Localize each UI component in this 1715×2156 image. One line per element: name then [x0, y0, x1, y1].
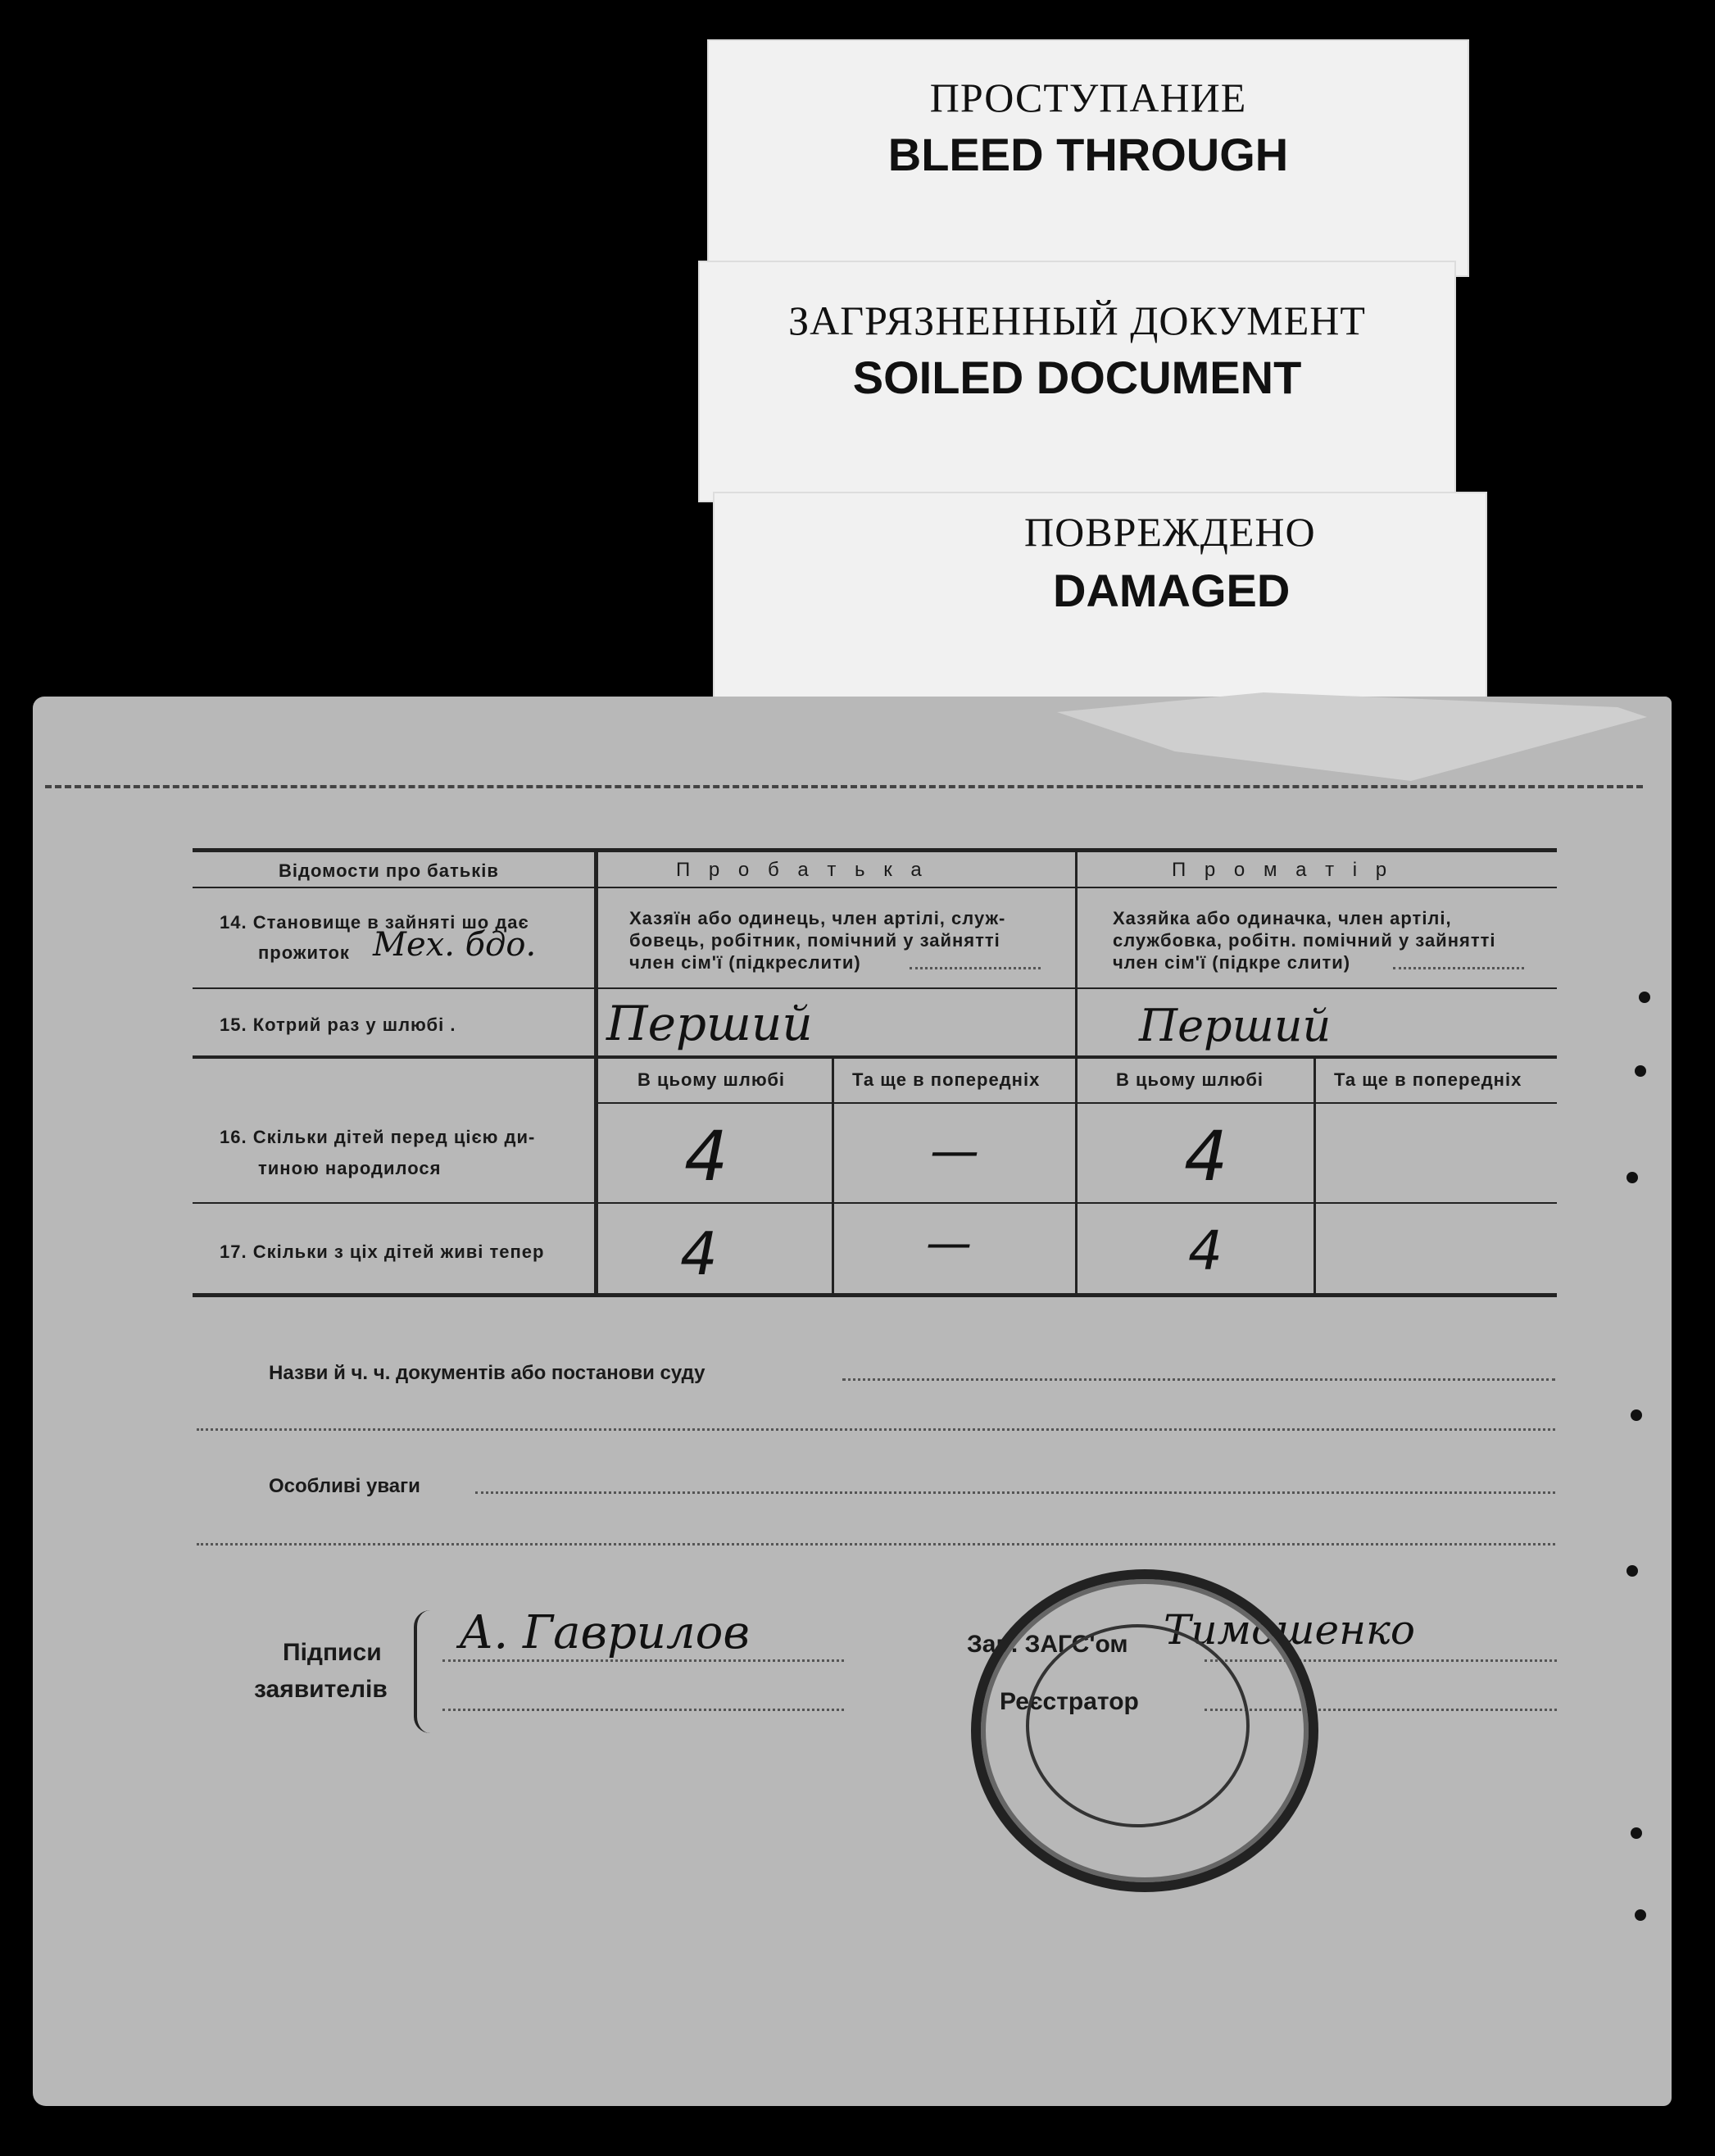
row17-f-prev: —	[926, 1217, 972, 1270]
binding-hole	[1635, 1065, 1646, 1077]
row14-mother-line1: Хазяйка або одиначка, член артілі,	[1113, 908, 1452, 928]
row15-mother-value: Перший	[1139, 1000, 1332, 1051]
col-divider	[594, 848, 598, 1297]
perforation-line	[45, 785, 1643, 788]
binding-hole	[1631, 1409, 1642, 1421]
signatures-label-line1: Підписи	[283, 1639, 382, 1666]
remarks-field-line	[475, 1491, 1555, 1494]
tag-ru-text: ПОВРЕЖДЕНО	[1024, 509, 1316, 555]
row14-mother-line3: член сім'ї (підкре слити)	[1113, 952, 1351, 973]
bleed-through-tag	[707, 39, 1469, 277]
row16-m-this: 4	[1184, 1116, 1228, 1196]
binding-hole	[1635, 1909, 1646, 1921]
binding-hole	[1639, 992, 1650, 1003]
row17-label: 17. Скільки з ціх дітей живі тепер	[220, 1241, 545, 1262]
row14-label-line1: 14. Становище в зайняті шо дає	[220, 912, 529, 933]
signatures-label-line2: заявителів	[254, 1676, 388, 1703]
fill-dots	[910, 967, 1041, 969]
registrar-label: Реєстратор	[1000, 1688, 1139, 1715]
binding-hole	[1627, 1565, 1638, 1577]
col-divider	[832, 1057, 834, 1297]
binding-hole	[1631, 1827, 1642, 1839]
stamp-inner-ring	[1026, 1624, 1250, 1827]
documents-field-line	[842, 1378, 1555, 1381]
zav-signature: Тимошенко	[1164, 1606, 1415, 1654]
header-col0: Відомости про батьків	[279, 860, 499, 881]
table-header-rule	[193, 887, 1557, 888]
row16-label-line1: 16. Скільки дітей перед цією ди-	[220, 1127, 536, 1147]
row16-f-this: 4	[684, 1116, 728, 1196]
tag-en-text: BLEED THROUGH	[887, 129, 1289, 180]
row14-handwritten: Мех. бдо.	[373, 926, 537, 964]
remarks-field-line	[197, 1543, 1555, 1546]
damaged-tag	[713, 492, 1487, 701]
zav-label: Зав. ЗАГС'ом	[967, 1631, 1128, 1658]
tag-en-text: SOILED DOCUMENT	[852, 352, 1302, 403]
tag-ru-text: ПРОСТУПАНИЕ	[929, 75, 1247, 120]
row14-label-line2: прожиток	[258, 942, 350, 963]
row17-m-this: 4	[1188, 1219, 1223, 1282]
binding-hole	[1627, 1172, 1638, 1183]
row15-father-value: Перший	[606, 996, 813, 1051]
row15-rule	[193, 1055, 1557, 1059]
row14-rule	[193, 987, 1557, 989]
subheader-f-this: В цьому шлюбі	[637, 1069, 786, 1090]
header-father: П р о б а т ь к а	[676, 859, 928, 881]
official-stamp	[971, 1569, 1318, 1892]
documents-label: Назви й ч. ч. документів або постанови суду	[269, 1362, 706, 1384]
col-divider	[1313, 1057, 1316, 1297]
tag-ru-text: ЗАГРЯЗНЕННЫЙ ДОКУМЕНТ	[788, 297, 1366, 343]
row16-f-prev: —	[930, 1123, 979, 1180]
row16-label-line2: тиною народилося	[258, 1158, 442, 1178]
documents-field-line	[197, 1428, 1555, 1431]
table-top-rule	[193, 848, 1557, 852]
table-bottom-rule	[193, 1293, 1557, 1297]
signature-line	[442, 1709, 844, 1711]
signature-brace	[414, 1610, 435, 1733]
row14-mother-line2: службовка, робітн. помічний у зайнятті	[1113, 930, 1496, 951]
row14-father-line2: бовець, робітник, помічний у зайнятті	[629, 930, 1000, 951]
row14-father-line3: член сім'ї (підкреслити)	[629, 952, 861, 973]
subheader-m-prev: Та ще в попередніх	[1334, 1069, 1522, 1090]
tag-en-text: DAMAGED	[1053, 565, 1291, 616]
row17-f-this: 4	[680, 1219, 718, 1288]
row15-label: 15. Котрий раз у шлюбі .	[220, 1014, 456, 1035]
signature-line	[442, 1659, 844, 1662]
row14-father-line1: Хазяїн або одинець, член артілі, служ-	[629, 908, 1006, 928]
col-divider	[1075, 848, 1078, 1297]
soiled-document-tag	[698, 261, 1456, 502]
row16-rule	[193, 1202, 1557, 1204]
remarks-label: Особливі уваги	[269, 1475, 420, 1497]
header-mother: П р о м а т і р	[1172, 859, 1394, 881]
fill-dots	[1393, 967, 1524, 969]
applicant-signature: А. Гаврилов	[459, 1606, 750, 1659]
subheader-f-prev: Та ще в попередніх	[852, 1069, 1041, 1090]
subheader-m-this: В цьому шлюбі	[1116, 1069, 1264, 1090]
